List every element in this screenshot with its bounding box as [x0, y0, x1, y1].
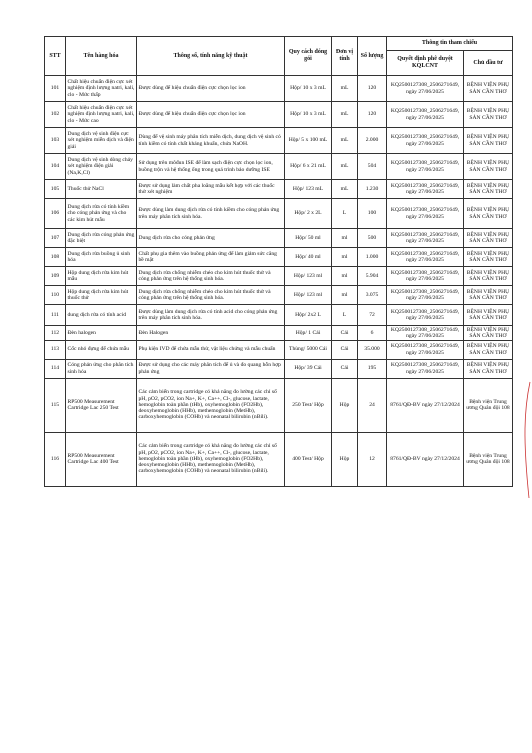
row-quantity: 504 — [358, 154, 387, 180]
row-quantity: 195 — [358, 359, 387, 378]
row-stt: 112 — [45, 326, 66, 341]
header-reference-info: Thông tin tham chiếu — [387, 37, 513, 51]
row-investor: BỆNH VIỆN PHỤ SẢN CẦN THƠ — [464, 305, 513, 326]
row-unit: mL — [332, 128, 358, 154]
row-decision: KQ2500127308_2506271649, ngày 27/06/2025 — [387, 326, 464, 341]
row-investor: BỆNH VIỆN PHỤ SẢN CẦN THƠ — [464, 102, 513, 128]
row-decision: KQ2500127308_2506271649, ngày 27/06/2025 — [387, 229, 464, 248]
row-packaging: Hộp/ 123 ml — [285, 267, 332, 286]
header-packaging: Quy cách đóng gói — [285, 37, 332, 76]
row-packaging: Hộp/ 6 x 21 mL — [285, 154, 332, 180]
row-quantity: 120 — [358, 76, 387, 102]
row-specification: Được sử dụng cho các máy phân tích để ủ và đo quang hỗn hợp phản ứng — [137, 359, 285, 378]
row-product-name: RP500 Measurement Cartridge Lac 400 Test — [66, 432, 137, 486]
row-decision: KQ2500127308_2506271649, ngày 27/06/2025 — [387, 286, 464, 305]
row-decision: KQ2500127308_2506271649, ngày 27/06/2025 — [387, 305, 464, 326]
row-investor: BỆNH VIỆN PHỤ SẢN CẦN THƠ — [464, 128, 513, 154]
row-unit: ml — [332, 286, 358, 305]
row-stt: 103 — [45, 128, 66, 154]
row-packaging: Hộp/ 10 x 3 mL — [285, 102, 332, 128]
table-row — [45, 326, 513, 341]
row-packaging: Hộp/ 40 ml — [285, 248, 332, 267]
row-quantity: 3.075 — [358, 286, 387, 305]
header-stt: STT — [45, 37, 66, 76]
table-row — [45, 248, 513, 267]
row-product-name: Dung dịch vệ sinh điện cực xét nghiệm miễn dịch và điện giải — [66, 128, 137, 154]
product-table — [44, 36, 513, 487]
row-product-name: Chất hiệu chuẩn điện cực xét nghiệm định lượng natri, kali, clo - Mức cao — [66, 102, 137, 128]
row-product-name: Hộp dung dịch rửa kim hút mẫu — [66, 267, 137, 286]
row-packaging: Hộp/ 123 ml — [285, 286, 332, 305]
row-stt: 111 — [45, 305, 66, 326]
table-row — [45, 267, 513, 286]
row-product-name: Chất hiệu chuẩn điện cực xét nghiệm định lượng natri, kali, clo - Mức thấp — [66, 76, 137, 102]
table-row — [45, 102, 513, 128]
row-stt: 107 — [45, 229, 66, 248]
header-product-name: Tên hàng hóa — [66, 37, 137, 76]
row-stt: 104 — [45, 154, 66, 180]
row-specification: Được dùng làm dung dịch rửa có tính kiềm cho cóng phản ứng trên máy phân tích sinh hóa. — [137, 199, 285, 229]
row-investor: BỆNH VIỆN PHỤ SẢN CẦN THƠ — [464, 359, 513, 378]
row-specification: Đèn Halogen — [137, 326, 285, 341]
row-product-name: Thuốc thử NaCl — [66, 180, 137, 199]
row-unit: mL — [332, 76, 358, 102]
row-product-name: Hộp dung dịch rửa kim hút thuốc thử — [66, 286, 137, 305]
row-packaging: 250 Test/ Hộp — [285, 378, 332, 432]
table-row — [45, 128, 513, 154]
row-unit: Hộp — [332, 432, 358, 486]
row-decision: KQ2500127308_2506271649, ngày 27/06/2025 — [387, 199, 464, 229]
table-row — [45, 180, 513, 199]
row-stt: 110 — [45, 286, 66, 305]
row-decision: KQ2500127308_2506271649, ngày 27/06/2025 — [387, 76, 464, 102]
row-specification: Được dùng để hiệu chuẩn điện cực chọn lọc ion — [137, 76, 285, 102]
table-row — [45, 229, 513, 248]
row-decision: KQ2500127308_2506271649, ngày 27/06/2025 — [387, 248, 464, 267]
row-decision: KQ2500127308_2506271649, ngày 27/06/2025 — [387, 154, 464, 180]
row-unit: mL — [332, 154, 358, 180]
row-investor: BỆNH VIỆN PHỤ SẢN CẦN THƠ — [464, 154, 513, 180]
header-specification: Thông số, tính năng kỹ thuật — [137, 37, 285, 76]
row-specification: Các cảm biến trong cartridge có khả năng đo lường các chỉ số pH, pO2, pCO2, ion Na+, K+, Ca++, Cl-, glucose, lactate, hemoglobin toàn phần (tHb), oxyhemoglobin (FO2Hb), deoxyhemoglobin (HHb), methemoglobin (MetHb), carboxyhemoglobin (COHb) và neonatal bilirubin (nBili). — [137, 432, 285, 486]
row-unit: mL — [332, 102, 358, 128]
table-row — [45, 378, 513, 432]
row-packaging: 400 Test/ Hộp — [285, 432, 332, 486]
table-row — [45, 359, 513, 378]
row-product-name: Đèn halogen — [66, 326, 137, 341]
row-specification: Dùng để vệ sinh máy phân tích miễn dịch, dung dịch vệ sinh có tính kiềm có tính chất kháng khuẩn, chứa NaOH. — [137, 128, 285, 154]
row-packaging: Hộp/ 39 Cái — [285, 359, 332, 378]
row-investor: BỆNH VIỆN PHỤ SẢN CẦN THƠ — [464, 76, 513, 102]
row-packaging: Hộp/ 123 mL — [285, 180, 332, 199]
row-unit: Cái — [332, 359, 358, 378]
row-specification: Dung dịch rửa chống nhiễm chéo cho kim hút thuốc thử và cóng phản ứng trên hệ thống sinh hóa. — [137, 286, 285, 305]
row-investor: BỆNH VIỆN PHỤ SẢN CẦN THƠ — [464, 229, 513, 248]
row-decision: KQ2500127308_2506271649, ngày 27/06/2025 — [387, 340, 464, 359]
row-stt: 114 — [45, 359, 66, 378]
row-quantity: 1.230 — [358, 180, 387, 199]
table-row — [45, 76, 513, 102]
row-investor: Bệnh viện Trung ương Quân đội 108 — [464, 432, 513, 486]
table-row — [45, 305, 513, 326]
header-unit: Đơn vị tính — [332, 37, 358, 76]
row-investor: BỆNH VIỆN PHỤ SẢN CẦN THƠ — [464, 286, 513, 305]
row-specification: Các cảm biến trong cartridge có khả năng đo lường các chỉ số pH, pO2, pCO2, ion Na+, K+, Ca++, Cl-, glucose, lactate, hemoglobin toàn phần (tHb), oxyhemoglobin (FO2Hb), deoxyhemoglobin (HHb), methemoglobin (MetHb), carboxyhemoglobin (COHb) và neonatal bilirubin (nBili). — [137, 378, 285, 432]
row-product-name: Dung dịch rửa buồng ủ sinh hóa — [66, 248, 137, 267]
row-unit: ml — [332, 267, 358, 286]
row-unit: Cái — [332, 326, 358, 341]
row-investor: BỆNH VIỆN PHỤ SẢN CẦN THƠ — [464, 248, 513, 267]
row-unit: mL — [332, 180, 358, 199]
row-unit: ml — [332, 229, 358, 248]
table-row — [45, 340, 513, 359]
row-quantity: 2.000 — [358, 128, 387, 154]
row-product-name: Dung dịch rửa cóng phản ứng đặc biệt — [66, 229, 137, 248]
row-stt: 106 — [45, 199, 66, 229]
row-specification: Dung dịch rửa cho cóng phản ứng — [137, 229, 285, 248]
row-quantity: 6 — [358, 326, 387, 341]
row-product-name: Cóng phản ứng cho phân tích sinh hóa — [66, 359, 137, 378]
row-quantity: 72 — [358, 305, 387, 326]
row-product-name: Dung dịch vệ sinh dòng chảy xét nghiệm điện giải (Na,K,Cl) — [66, 154, 137, 180]
row-stt: 113 — [45, 340, 66, 359]
row-investor: BỆNH VIỆN PHỤ SẢN CẦN THƠ — [464, 326, 513, 341]
row-decision: KQ2500127308_2506271649, ngày 27/06/2025 — [387, 359, 464, 378]
row-packaging: Hộp/ 10 x 3 mL — [285, 76, 332, 102]
header-quantity: Số lượng — [358, 37, 387, 76]
row-product-name: dung dịch rửa có tính acid — [66, 305, 137, 326]
row-decision: KQ2500127308_2506271649, ngày 27/06/2025 — [387, 180, 464, 199]
row-packaging: Thùng/ 5000 Cái — [285, 340, 332, 359]
row-unit: L — [332, 199, 358, 229]
row-quantity: 500 — [358, 229, 387, 248]
row-specification: Được sử dụng làm chất pha loãng mẫu kết hợp với các thuốc thử xét nghiệm — [137, 180, 285, 199]
margin-pencil-mark — [520, 380, 532, 500]
header-investor: Chủ đầu tư — [464, 51, 513, 76]
row-quantity: 1.000 — [358, 248, 387, 267]
table-row — [45, 432, 513, 486]
row-specification: Phụ kiện IVD để chứa mẫu thử, vật liệu chứng và mẫu chuẩn — [137, 340, 285, 359]
row-decision: KQ2500127308_2506271649, ngày 27/06/2025 — [387, 102, 464, 128]
row-specification: Dung dịch rửa chống nhiễm chéo cho kim hút thuốc thử và cóng phản ứng trên hệ thống sinh hóa. — [137, 267, 285, 286]
row-product-name: RP500 Measurement Cartridge Lac 250 Test — [66, 378, 137, 432]
row-product-name: Cốc nhỏ đựng để chứa mẫu — [66, 340, 137, 359]
row-investor: BỆNH VIỆN PHỤ SẢN CẦN THƠ — [464, 267, 513, 286]
row-stt: 105 — [45, 180, 66, 199]
row-stt: 116 — [45, 432, 66, 486]
header-decision: Quyết định phê duyệt KQLCNT — [387, 51, 464, 76]
row-quantity: 35.000 — [358, 340, 387, 359]
row-unit: Hộp — [332, 378, 358, 432]
row-packaging: Hộp/ 2x2 L — [285, 305, 332, 326]
row-quantity: 24 — [358, 378, 387, 432]
row-unit: ml — [332, 248, 358, 267]
row-specification: Được dùng để hiệu chuẩn điện cực chọn lọc ion — [137, 102, 285, 128]
row-packaging: Hộp/ 2 x 2L — [285, 199, 332, 229]
row-decision: KQ2500127308_2506271649, ngày 27/06/2025 — [387, 267, 464, 286]
row-stt: 101 — [45, 76, 66, 102]
row-specification: Sử dụng trên môđun ISE để làm sạch điện cực chọn lọc ion, buồng trộn và hệ thống ống trong quá trình bảo dưỡng ISE — [137, 154, 285, 180]
row-quantity: 5.904 — [358, 267, 387, 286]
row-quantity: 120 — [358, 102, 387, 128]
row-investor: Bệnh viện Trung ương Quân đội 108 — [464, 378, 513, 432]
row-stt: 108 — [45, 248, 66, 267]
row-stt: 102 — [45, 102, 66, 128]
row-packaging: Hộp/ 50 ml — [285, 229, 332, 248]
table-row — [45, 286, 513, 305]
row-investor: BỆNH VIỆN PHỤ SẢN CẦN THƠ — [464, 180, 513, 199]
row-quantity: 12 — [358, 432, 387, 486]
row-unit: Cái — [332, 340, 358, 359]
row-decision: 8761/QĐ-BV ngày 27/12/2024 — [387, 432, 464, 486]
row-stt: 115 — [45, 378, 66, 432]
row-stt: 109 — [45, 267, 66, 286]
row-packaging: Hộp/ 1 Cái — [285, 326, 332, 341]
table-row — [45, 154, 513, 180]
row-investor: BỆNH VIỆN PHỤ SẢN CẦN THƠ — [464, 199, 513, 229]
row-decision: 8761/QĐ-BV ngày 27/12/2024 — [387, 378, 464, 432]
row-product-name: Dung dịch rửa có tính kiềm cho cóng phản ứng và cho các kim hút mẫu — [66, 199, 137, 229]
row-decision: KQ2500127308_2506271649, ngày 27/06/2025 — [387, 128, 464, 154]
table-row — [45, 199, 513, 229]
row-quantity: 100 — [358, 199, 387, 229]
row-specification: Chất phụ gia thêm vào buồng phản ứng để làm giảm sức căng bề mặt — [137, 248, 285, 267]
row-packaging: Hộp/ 5 x 100 mL — [285, 128, 332, 154]
row-investor: BỆNH VIỆN PHỤ SẢN CẦN THƠ — [464, 340, 513, 359]
row-specification: Được dùng làm dung dịch rửa có tính acid cho cóng phản ứng trên máy phân tích sinh hóa. — [137, 305, 285, 326]
row-unit: L — [332, 305, 358, 326]
